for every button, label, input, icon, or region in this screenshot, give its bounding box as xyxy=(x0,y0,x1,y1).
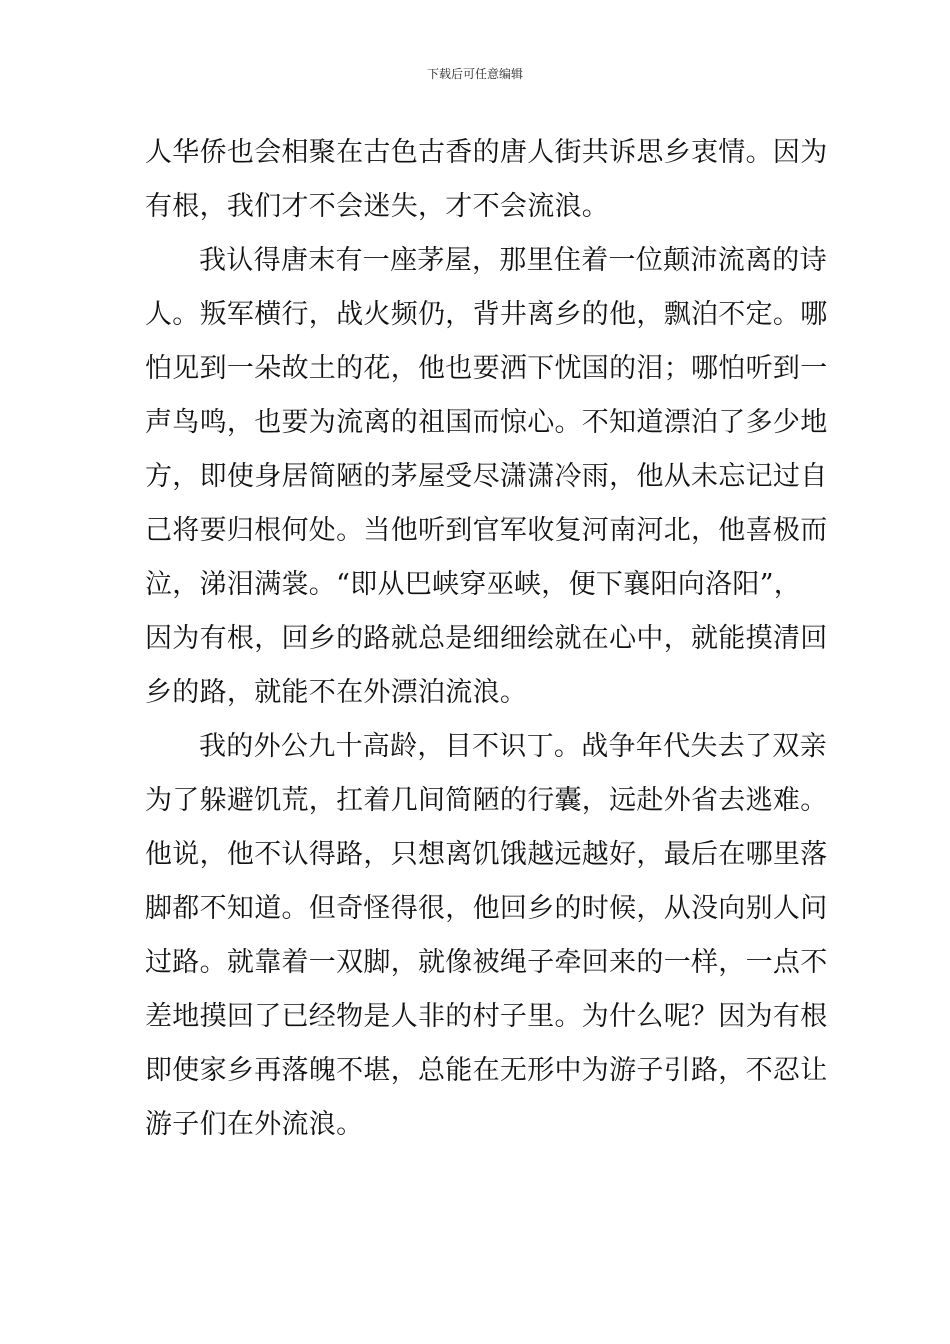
text-line: 因为有根，回乡的路就总是细细绘就在心中，就能摸清回 xyxy=(145,623,828,654)
text-line: 人。叛军横行，战火频仍，背井离乡的他，飘泊不定。哪 xyxy=(145,299,828,330)
text-line: 他说，他不认得路，只想离饥饿越远越好，最后在哪里落 xyxy=(145,839,828,870)
paragraph-2 xyxy=(145,234,828,720)
text-line: 泣，涕泪满裳。“即从巴峡穿巫峡，便下襄阳向洛阳”， xyxy=(145,569,802,600)
page-header: 下载后可任意编辑 xyxy=(426,67,523,81)
text-line: 怕见到一朵故土的花，他也要洒下忧国的泪；哪怕听到一 xyxy=(145,353,828,384)
text-line: 乡的路，就能不在外漂泊流浪。 xyxy=(145,677,528,708)
text-line: 差地摸回了已经物是人非的村子里。为什么呢？因为有根 xyxy=(145,1001,828,1032)
paragraph-1 xyxy=(145,126,828,234)
text-line: 有根，我们才不会迷失，才不会流浪。 xyxy=(145,191,610,222)
text-line: 声鸟鸣，也要为流离的祖国而惊心。不知道漂泊了多少地 xyxy=(145,407,828,438)
text-line: 人华侨也会相聚在古色古香的唐人街共诉思乡衷情。因为 xyxy=(145,137,828,168)
document-body xyxy=(145,126,828,1152)
text-line: 游子们在外流浪。 xyxy=(145,1109,364,1140)
text-line: 即使家乡再落魄不堪，总能在无形中为游子引路，不忍让 xyxy=(145,1055,828,1086)
text-line: 我认得唐末有一座茅屋，那里住着一位颠沛流离的诗 xyxy=(199,245,827,276)
text-line: 过路。就靠着一双脚，就像被绳子牵回来的一样，一点不 xyxy=(145,947,828,978)
text-line: 脚都不知道。但奇怪得很，他回乡的时候，从没向别人问 xyxy=(145,893,828,924)
paragraph-3 xyxy=(145,720,828,1152)
text-line: 方，即使身居简陋的茅屋受尽潇潇冷雨，他从未忘记过自 xyxy=(145,461,828,492)
text-line: 我的外公九十高龄，目不识丁。战争年代失去了双亲 xyxy=(199,731,827,762)
text-line: 己将要归根何处。当他听到官军收复河南河北，他喜极而 xyxy=(145,515,828,546)
text-line: 为了躲避饥荒，扛着几间简陋的行囊，远赴外省去逃难。 xyxy=(145,785,828,816)
